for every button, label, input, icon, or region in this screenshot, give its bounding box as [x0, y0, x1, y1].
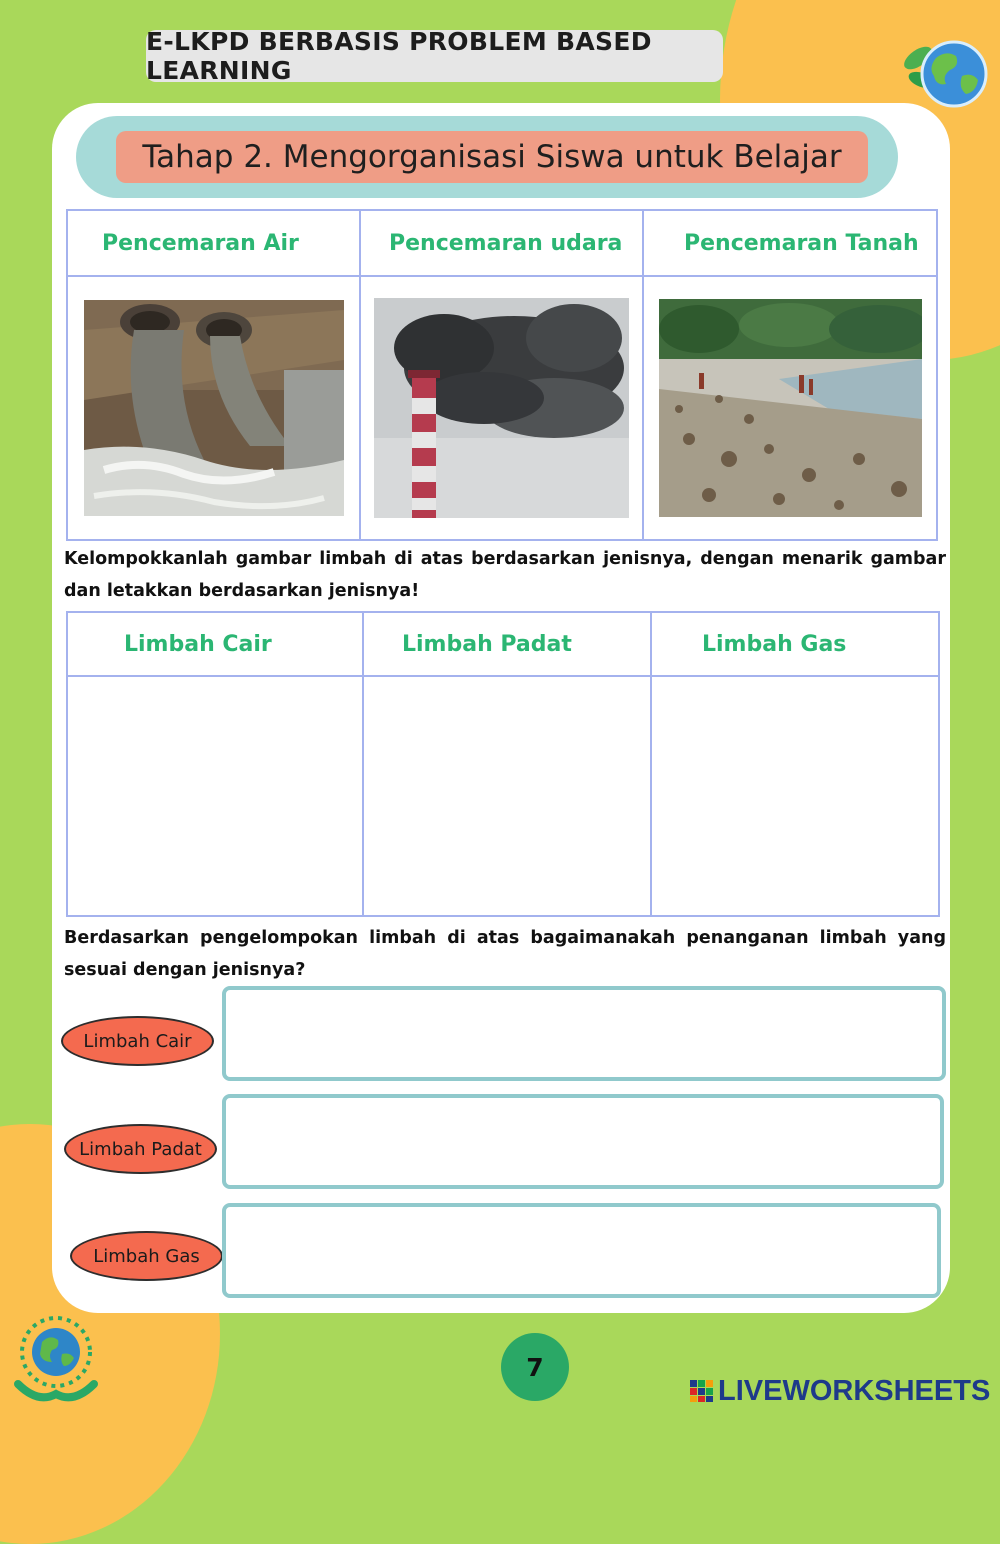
- pollution-header-udara: Pencemaran udara: [360, 210, 643, 276]
- pollution-image-cell-tanah: [643, 276, 937, 540]
- liveworksheets-mark-icon: [690, 1380, 714, 1402]
- liveworksheets-logo: [690, 1374, 990, 1408]
- soil-pollution-photo[interactable]: [659, 299, 922, 517]
- drop-zone-cair[interactable]: [67, 676, 363, 916]
- grouping-instruction: Kelompokkanlah gambar limbah di atas berdasarkan jenisnya, dengan menarik gambar dan letakkan berdasarkan jenisnya!: [64, 549, 946, 601]
- pollution-header-tanah: Pencemaran Tanah: [643, 210, 937, 276]
- pollution-image-cell-air: [67, 276, 360, 540]
- label-limbah-cair: Limbah Cair: [61, 1016, 214, 1066]
- answer-box-padat[interactable]: [222, 1094, 944, 1189]
- pollution-table: [66, 209, 938, 541]
- earth-hands-icon: [4, 1312, 108, 1408]
- drop-zone-padat[interactable]: [363, 676, 651, 916]
- waste-header-cair: Limbah Cair: [67, 612, 363, 676]
- page-number: 7: [501, 1333, 569, 1401]
- pollution-header-air: Pencemaran Air: [67, 210, 360, 276]
- waste-header-gas: Limbah Gas: [651, 612, 939, 676]
- pollution-image-cell-udara: [360, 276, 643, 540]
- stage-title: Tahap 2. Mengorganisasi Siswa untuk Belajar: [116, 131, 868, 183]
- liveworksheets-brand: LIVEWORKSHEETS: [718, 1374, 991, 1407]
- waste-header-padat: Limbah Padat: [363, 612, 651, 676]
- worksheet-header: E-LKPD BERBASIS PROBLEM BASED LEARNING: [146, 30, 723, 82]
- drop-zone-gas[interactable]: [651, 676, 939, 916]
- label-limbah-gas: Limbah Gas: [70, 1231, 223, 1281]
- water-pollution-photo[interactable]: [84, 300, 344, 516]
- waste-grouping-table: [66, 611, 940, 917]
- answer-box-gas[interactable]: [222, 1203, 941, 1298]
- handling-question: Berdasarkan pengelompokan limbah di atas bagaimanakah penanganan limbah yang sesuai dengan jenisnya?: [64, 928, 946, 980]
- air-pollution-photo[interactable]: [374, 298, 629, 518]
- globe-leaves-icon: [898, 28, 990, 114]
- answer-box-cair[interactable]: [222, 986, 946, 1081]
- label-limbah-padat: Limbah Padat: [64, 1124, 217, 1174]
